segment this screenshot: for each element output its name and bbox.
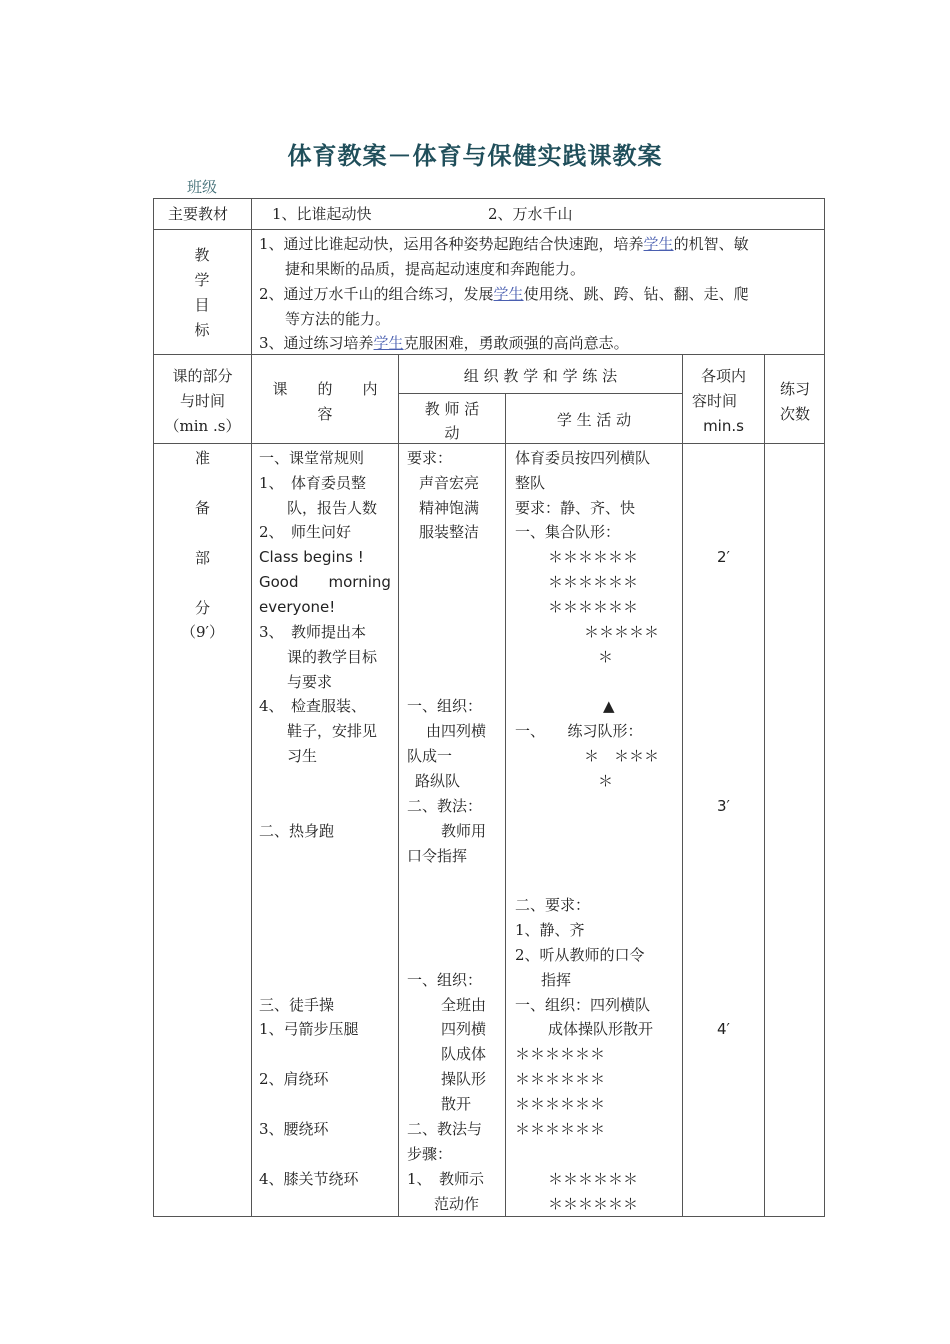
- student-link[interactable]: 学生: [643, 235, 674, 253]
- formation-row: ＊＊＊＊＊＊: [548, 548, 639, 566]
- formation-row: ＊＊＊＊＊＊: [515, 1095, 606, 1113]
- goals-label-char: 标: [194, 321, 210, 339]
- student-line: 1、静、齐: [515, 921, 585, 939]
- teacher-line: 1、 教师示: [407, 1170, 485, 1188]
- header-time: 容时间: [691, 392, 737, 410]
- teacher-line: 步骤：: [407, 1145, 453, 1163]
- goals-label-char: 目: [194, 296, 210, 314]
- content-line: Good morning: [259, 573, 391, 591]
- goal-2-line-2: 等方法的能力。: [285, 310, 391, 328]
- student-link[interactable]: 学生: [373, 334, 404, 352]
- header-teacher: 动: [444, 424, 460, 442]
- header-time: min.s: [703, 417, 744, 435]
- formation-row: ＊＊＊＊＊＊: [548, 1195, 639, 1213]
- student-line: 体育委员按四列横队: [515, 449, 651, 467]
- teacher-line: 二、教法与: [407, 1120, 483, 1138]
- goal-text: 3、通过练习培养: [259, 334, 374, 352]
- header-count: 次数: [779, 405, 810, 423]
- header-content: 课 的 内: [272, 380, 378, 398]
- content-line: 1、弓箭步压腿: [259, 1020, 359, 1038]
- header-part: 课的部分: [172, 367, 233, 385]
- content-line: 1、 体育委员整: [259, 474, 367, 492]
- content-line: 4、 检查服装、: [259, 697, 367, 715]
- teacher-line: 教师用: [441, 822, 487, 840]
- content-line: 队，报告人数: [287, 499, 378, 517]
- part-char: 部: [194, 549, 210, 567]
- header-student: 学 生 活 动: [556, 411, 632, 429]
- student-line: 成体操队形散开: [548, 1020, 654, 1038]
- content-line: 课的教学目标: [287, 648, 378, 666]
- teacher-line: 全班由: [441, 996, 487, 1014]
- goal-text: 克服困难，勇敢顽强的高尚意志。: [403, 334, 629, 352]
- student-line: 一、 练习队形：: [515, 722, 643, 740]
- student-line: 整队: [515, 474, 546, 492]
- content-line: 2、肩绕环: [259, 1070, 329, 1088]
- teacher-line: 队成体: [441, 1045, 487, 1063]
- goal-text: 1、通过比谁起动快，运用各种姿势起跑结合快速跑，培养: [259, 235, 644, 253]
- time-value: 4′: [717, 1020, 730, 1038]
- formation-row: ＊ ＊＊＊: [584, 747, 660, 765]
- goal-2-line-1: [259, 282, 749, 307]
- document-title: 体育教案－体育与保健实践课教案: [287, 142, 663, 170]
- teacher-line: 服装整洁: [419, 523, 480, 541]
- formation-row: ＊: [598, 648, 614, 666]
- teacher-line: 一、组织：: [407, 697, 483, 715]
- teacher-line: 路纵队: [415, 772, 461, 790]
- header-part: （min .s）: [164, 417, 241, 435]
- content-line: 3、腰绕环: [259, 1120, 329, 1138]
- goal-text: 的机智、敏: [673, 235, 749, 253]
- student-line: 一、集合队形：: [515, 523, 621, 541]
- main-material-item-2: 2、万水千山: [488, 205, 573, 223]
- goal-3-line-1: [259, 331, 629, 356]
- content-line: 二、热身跑: [259, 822, 335, 840]
- content-line: 2、 师生问好: [259, 523, 352, 541]
- student-line: 一、组织：四列横队: [515, 996, 651, 1014]
- teacher-line: 要求：: [407, 449, 453, 467]
- teacher-line: 四列横: [441, 1020, 487, 1038]
- formation-row: ＊＊＊＊＊＊: [548, 598, 639, 616]
- student-line: 2、听从教师的口令: [515, 946, 645, 964]
- class-label: 班级: [187, 178, 218, 196]
- teacher-line: 一、组织：: [407, 971, 483, 989]
- student-line: 要求：静、齐、快: [515, 499, 636, 517]
- goal-1-line-2: 捷和果断的品质，提高起动速度和奔跑能力。: [285, 260, 586, 278]
- teacher-line: 由四列横: [426, 722, 487, 740]
- formation-row: ＊＊＊＊＊＊: [548, 573, 639, 591]
- part-char: 备: [194, 499, 210, 517]
- goal-text: 2、通过万水千山的组合练习，发展: [259, 285, 494, 303]
- formation-row: ＊＊＊＊＊: [584, 623, 660, 641]
- main-material-item-1: 1、比谁起动快: [272, 205, 372, 223]
- content-line: 与要求: [287, 673, 333, 691]
- formation-row: ＊＊＊＊＊＊: [515, 1070, 606, 1088]
- goals-label-char: 学: [194, 271, 210, 289]
- teacher-marker: ▲: [603, 697, 615, 715]
- content-line: 三、徒手操: [259, 996, 335, 1014]
- header-part: 与时间: [179, 392, 225, 410]
- content-line: 4、膝关节绕环: [259, 1170, 359, 1188]
- content-line: 3、 教师提出本: [259, 623, 367, 641]
- header-count: 练习: [779, 380, 810, 398]
- part-char: 准: [194, 449, 210, 467]
- goals-label-char: 教: [194, 246, 210, 264]
- header-organization: 组 织 教 学 和 学 练 法: [463, 367, 618, 385]
- content-line: everyone!: [259, 598, 336, 616]
- student-line: 指挥: [541, 971, 572, 989]
- time-value: 2′: [717, 548, 730, 566]
- teacher-line: 操队形: [441, 1070, 487, 1088]
- teacher-line: 精神饱满: [419, 499, 480, 517]
- teacher-line: 队成一: [407, 747, 453, 765]
- header-content: 容: [317, 405, 333, 423]
- formation-row: ＊＊＊＊＊＊: [515, 1045, 606, 1063]
- content-line: Class begins !: [259, 548, 364, 566]
- goal-text: 使用绕、跳、跨、钻、翻、走、爬: [523, 285, 749, 303]
- header-time: 各项内: [700, 367, 746, 385]
- content-line: 一、课堂常规则: [259, 449, 365, 467]
- formation-row: ＊＊＊＊＊＊: [548, 1170, 639, 1188]
- student-link[interactable]: 学生: [493, 285, 524, 303]
- content-line: 鞋子，安排见: [287, 722, 378, 740]
- student-line: 二、要求：: [515, 896, 591, 914]
- formation-row: ＊＊＊＊＊＊: [515, 1120, 606, 1138]
- teacher-line: 二、教法：: [407, 797, 483, 815]
- formation-row: ＊: [598, 772, 614, 790]
- teacher-line: 声音宏亮: [419, 474, 480, 492]
- teacher-line: 范动作: [434, 1195, 480, 1213]
- teacher-line: 口令指挥: [407, 847, 468, 865]
- time-value: 3′: [717, 797, 730, 815]
- part-time: （9′）: [181, 623, 224, 641]
- goal-1-line-1: [259, 232, 749, 257]
- header-teacher: 教 师 活: [424, 400, 480, 418]
- main-material-label: 主要教材: [168, 205, 229, 223]
- part-char: 分: [194, 599, 210, 617]
- teacher-line: 散开: [441, 1095, 472, 1113]
- content-line: 习生: [287, 747, 318, 765]
